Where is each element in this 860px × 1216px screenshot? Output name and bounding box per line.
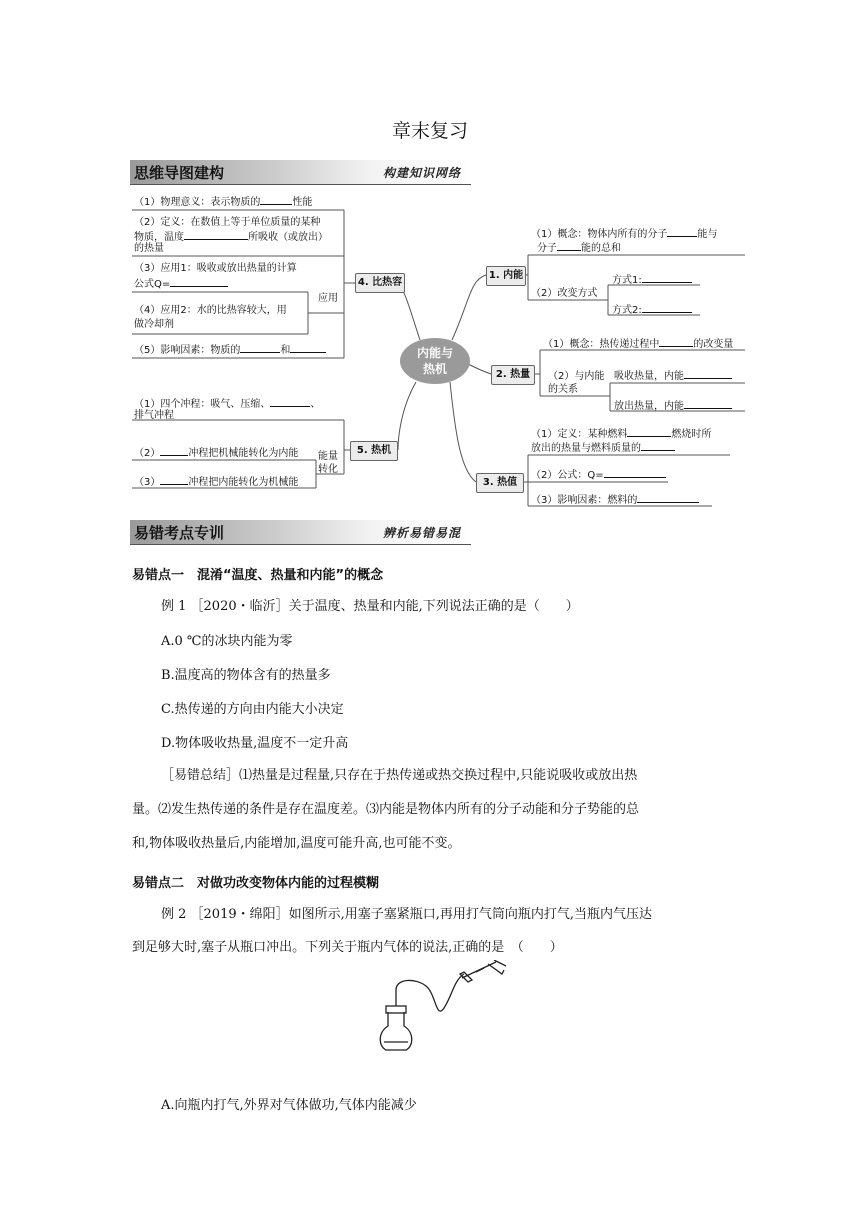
- mindmap-center: 内能与 热机: [400, 338, 470, 384]
- n5-item1-line2: 排气冲程: [134, 410, 174, 421]
- blank: [684, 398, 732, 409]
- n3-item1-line2: 放出的热量与燃料质量的: [531, 440, 675, 455]
- page-title: 章末复习: [391, 120, 468, 142]
- blank: [637, 492, 699, 503]
- n4-item4-line2: 做冷却剂: [134, 319, 174, 330]
- section1-heading: 易错点一 混淆“温度、热量和内能”的概念: [132, 568, 384, 583]
- summary-line1: ［易错总结］⑴热量是过程量,只存在于热传递或热交换过程中,只能说吸收或放出热: [161, 768, 638, 783]
- blank: [659, 336, 693, 347]
- blank: [270, 396, 310, 407]
- blank: [184, 229, 248, 240]
- summary-line2: 量。⑵发生热传递的条件是存在温度差。⑶内能是物体内所有的分子动能和分子势能的总: [132, 802, 640, 817]
- node-neineng: 1. 内能: [486, 266, 526, 286]
- n4-item2-line1: （2）定义：在数值上等于单位质量的某种: [134, 217, 321, 228]
- n2-absorb: 吸收热量，内能: [614, 368, 732, 383]
- n2-release: 放出热量，内能: [614, 398, 732, 413]
- yingyong-label: 应用: [318, 293, 338, 304]
- bottle-pump-illustration: [376, 960, 516, 1060]
- blank: [627, 426, 671, 437]
- n4-item3-line2: 公式Q=: [134, 276, 228, 291]
- nengliang-label-1: 能量: [318, 451, 338, 462]
- errors-banner: [130, 520, 471, 545]
- example1-option-c: C.热传递的方向由内能大小决定: [161, 702, 344, 717]
- node-reliang: 2. 热量: [491, 365, 535, 385]
- blank: [642, 272, 692, 283]
- blank: [260, 194, 292, 205]
- n4-item1: （1）物理意义：表示物质的 性能: [134, 194, 312, 209]
- blank: [684, 368, 732, 379]
- example2-line2: 到足够大时,塞子从瓶口冲出。下列关于瓶内气体的说法,正确的是 （ ）: [132, 940, 563, 955]
- nengliang-label-2: 转化: [318, 464, 338, 475]
- n4-item2-line2: 物质，温度 所吸收（或放出）: [134, 229, 328, 244]
- n1-item2: （2）改变方式: [531, 288, 598, 299]
- node-reji: 5. 热机: [350, 441, 398, 461]
- blank: [642, 302, 692, 313]
- banner-left-text: 思维导图建构: [134, 164, 225, 182]
- n1-item1-line1: （1）概念：物体内所有的分子 能与: [531, 226, 717, 241]
- node-bire: 4. 比热容: [355, 273, 405, 293]
- blank: [641, 440, 675, 451]
- example1-option-a: A.0 ℃的冰块内能为零: [161, 634, 293, 649]
- example1-option-d: D.物体吸收热量,温度不一定升高: [161, 736, 349, 751]
- example2-option-a: A.向瓶内打气,外界对气体做功,气体内能减少: [161, 1098, 417, 1113]
- blank: [160, 445, 188, 456]
- banner-right-text: 构建知识网络: [382, 166, 461, 180]
- n3-item3: （3）影响因素：燃料的: [531, 492, 699, 507]
- n4-item5: （5）影响因素：物质的 和: [134, 342, 326, 357]
- node-rezhi: 3. 热值: [476, 473, 524, 493]
- example1-question: 例 1 ［2020・临沂］关于温度、热量和内能,下列说法正确的是（ ）: [161, 599, 579, 614]
- n2-item2-line2: 的关系: [548, 384, 578, 395]
- n1-method2: 方式2:: [612, 302, 692, 317]
- section2-heading: 易错点二 对做功改变物体内能的过程模糊: [132, 876, 380, 891]
- blank: [290, 342, 326, 353]
- blank: [667, 226, 697, 237]
- blank: [557, 240, 581, 251]
- n3-item1-line1: （1）定义：某种燃料 燃烧时所: [531, 426, 711, 441]
- banner-left-text: 易错考点专训: [134, 524, 225, 542]
- summary-line3: 和,物体吸收热量后,内能增加,温度可能升高,也可能不变。: [132, 836, 461, 851]
- n5-item2: （2） 冲程把机械能转化为内能: [134, 445, 298, 460]
- n5-item3: （3） 冲程把内能转化为机械能: [134, 474, 298, 489]
- blank: [240, 342, 280, 353]
- n4-item4-line1: （4）应用2：水的比热容较大，用: [134, 305, 287, 316]
- mindmap-lines: [0, 0, 860, 520]
- blank: [604, 467, 666, 478]
- blank: [160, 474, 188, 485]
- n2-item2-line1: （2）与内能: [548, 371, 605, 382]
- blank: [170, 276, 228, 287]
- example1-option-b: B.温度高的物体含有的热量多: [161, 668, 331, 683]
- n4-item2-line3: 的热量: [134, 243, 164, 254]
- n5-item1-line1: （1）四个冲程：吸气、压缩、 、: [134, 396, 320, 411]
- n2-item1: （1）概念：热传递过程中 的改变量: [543, 336, 733, 351]
- n1-item1-line2: 分子 能的总和: [537, 240, 621, 255]
- n3-item2: （2）公式：Q=: [531, 467, 666, 482]
- banner-right-text: 辨析易错易混: [382, 526, 461, 540]
- n4-item3-line1: （3）应用1：吸收或放出热量的计算: [134, 263, 297, 274]
- n1-method1: 方式1:: [612, 272, 692, 287]
- example2-line1: 例 2 ［2019・绵阳］如图所示,用塞子塞紧瓶口,再用打气筒向瓶内打气,当瓶内气压达: [161, 907, 653, 922]
